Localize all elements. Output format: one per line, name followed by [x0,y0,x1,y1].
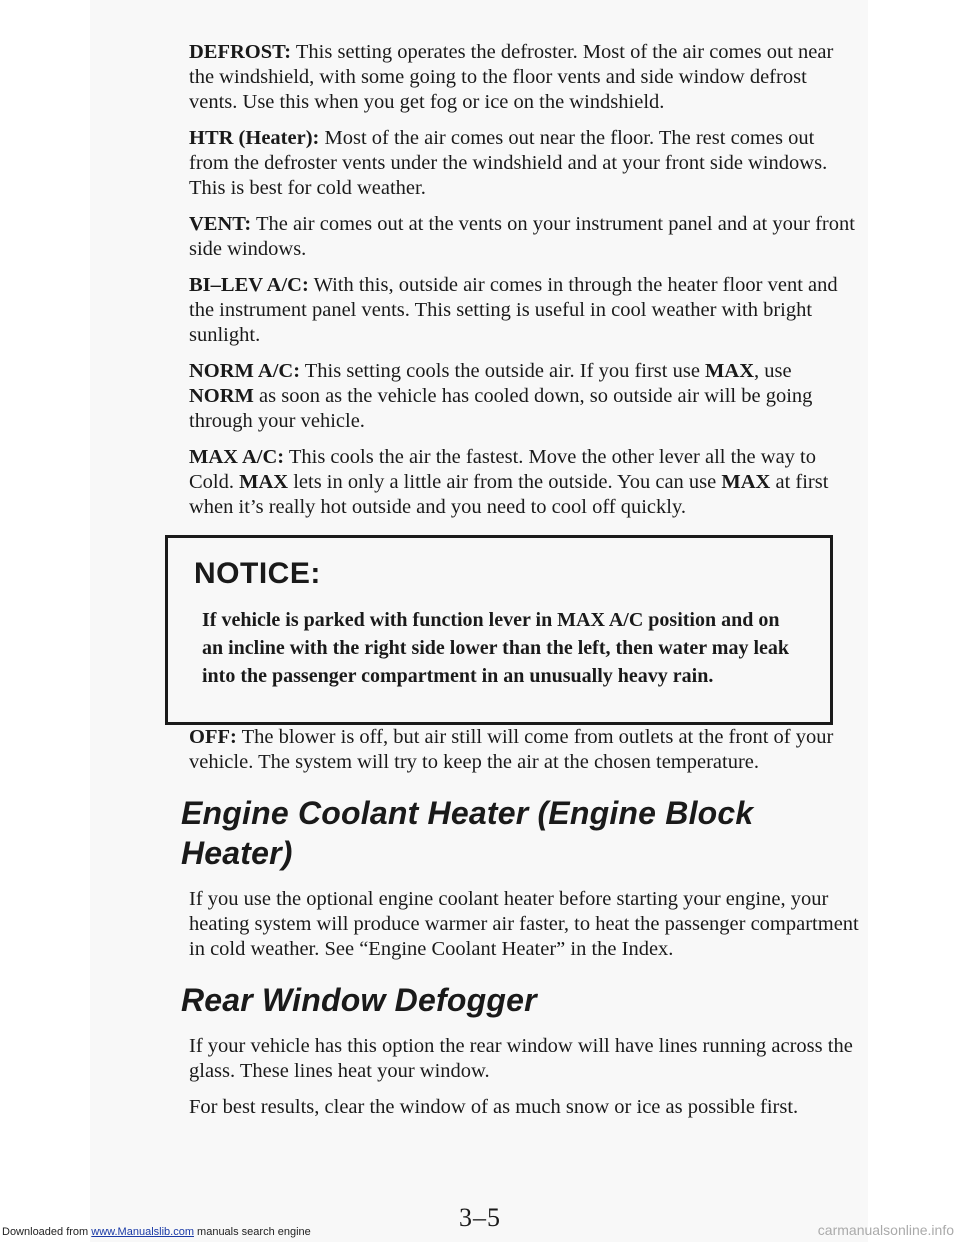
entry-term: NORM A/C: [189,360,301,382]
paragraph-coolant-heater: If you use the optional engine coolant heater before starting your engine, your heating system will produce warmer air faster, to heat the passenger compartment in cold weather. See “Engine Coolant Heater” in the Index. [189,888,859,960]
entry-text: lets in only a little air from the outside. You can use [288,471,722,493]
entry-term: OFF: [189,726,237,748]
entry-term: MAX A/C: [189,446,285,468]
download-footer [2,1226,311,1238]
footer-suffix: manuals search engine [193,1226,311,1238]
entry-text: This setting operates the defroster. Most of the air comes out near the windshield, with some going to the floor vents and side window defrost vents. Use this when you get fog or ice on the windshield. [189,41,834,113]
entry-text: as soon as the vehicle has cooled down, so outside air will be going through your vehicle. [189,385,813,432]
entry-text: at first when it’s really hot outside and you need to cool off quickly. [189,471,829,518]
entry-heater [189,126,859,201]
entry-off [189,725,859,775]
watermark: carmanualsonline.info [817,1222,954,1238]
section-heading-coolant-heater: Engine Coolant Heater (Engine Block Heater) [181,795,754,871]
entry-term: HTR (Heater): [189,127,320,149]
manualslib-link[interactable]: www.Manualslib.com [91,1226,194,1238]
entry-vent [189,212,859,262]
entry-term: VENT: [189,213,252,235]
notice-box [165,535,833,725]
paragraph-defogger-1: If your vehicle has this option the rear window will have lines running across the glass. These lines heat your window. [189,1035,853,1082]
notice-title: NOTICE: [194,557,321,590]
page-number: 3–5 [459,1203,501,1232]
entry-text: , use [754,360,792,382]
entry-bold-norm: NORM [189,385,254,407]
entry-text: The air comes out at the vents on your instrument panel and at your front side windows. [189,213,855,260]
paragraph-defogger-2: For best results, clear the window of as much snow or ice as possible first. [189,1096,799,1118]
entry-defrost [189,40,859,115]
entry-text: Most of the air comes out near the floor. The rest comes out from the defroster vents under the windshield and at your front side windows. This is best for cold weather. [189,127,828,199]
notice-body: If vehicle is parked with function lever in MAX A/C position and on an incline with the right side lower than the left, then water may leak into the passenger compartment in an unusually heavy rain. [202,609,790,687]
entry-text: With this, outside air comes in through the heater floor vent and the instrument panel vents. This setting is useful in cool weather with bright sunlight. [189,274,838,346]
entry-bi-lev [189,273,859,348]
entry-max-ac [189,445,859,520]
section-heading-rear-defogger: Rear Window Defogger [181,982,537,1018]
entry-text: This setting cools the outside air. If you first use [300,360,706,382]
entry-text: The blower is off, but air still will come from outlets at the front of your vehicle. The system will try to keep the air at the chosen temperature. [189,726,834,773]
footer-prefix: Downloaded from [2,1226,92,1238]
entry-bold-max: MAX [721,471,771,493]
entry-bold-max: MAX [705,360,755,382]
entry-term: BI–LEV A/C: [189,274,309,296]
page-content [181,40,859,1131]
entry-term: DEFROST: [189,41,292,63]
entry-norm-ac [189,359,859,434]
entry-bold-max: MAX [239,471,289,493]
entry-text: This cools the air the fastest. Move the other lever all the way to Cold. [189,446,816,493]
